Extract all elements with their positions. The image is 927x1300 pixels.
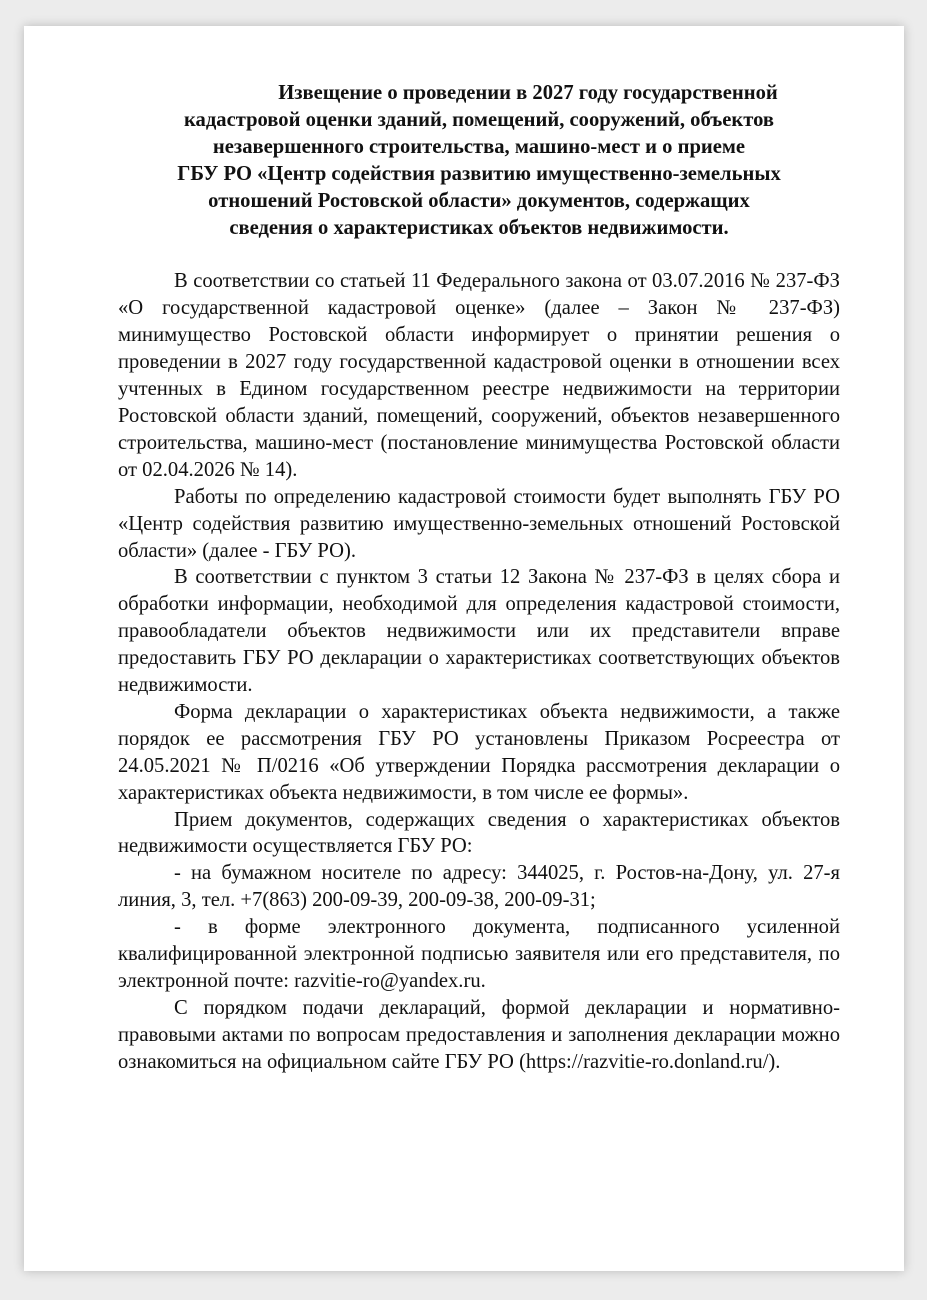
title-line: ГБУ РО «Центр содействия развитию имущественно-земельных bbox=[177, 162, 781, 185]
paragraph-acceptance-intro: Прием документов, содержащих сведения о характеристиках объектов недвижимости осуществляется ГБУ РО: bbox=[118, 808, 840, 858]
title-line: сведения о характеристиках объектов недвижимости. bbox=[229, 216, 729, 239]
paragraph-official-site: С порядком подачи деклараций, формой декларации и нормативно-правовыми актами по вопросам предоставления и заполнения декларации можно ознакомиться на официальном сайте ГБУ РО (https://razvitie-ro.donland.ru/). bbox=[118, 996, 840, 1073]
title-line: кадастровой оценки зданий, помещений, сооружений, объектов bbox=[184, 108, 774, 131]
paragraph-legal-basis: В соответствии со статьей 11 Федерального закона от 03.07.2016 № 237-ФЗ «О государственной кадастровой оценке» (далее – Закон № 237-ФЗ) минимущество Ростовской области информирует о принятии решения о проведении в 2027 году государственной кадастровой оценки в отношении всех учтенных в Едином государственном реестре недвижимости на территории Ростовской области зданий, помещений, сооружений, объектов незавершенного строительства, машино-мест (постановление минимущества Ростовской области от 02.04.2026 № 14). bbox=[118, 270, 840, 481]
title-line: незавершенного строительства, машино-мест и о приеме bbox=[212, 135, 746, 158]
paragraph-electronic-submission: - в форме электронного документа, подписанного усиленной квалифицированной электронной подписью заявителя или его представителя, по электронной почте: razvitie-ro@yandex.ru. bbox=[118, 916, 840, 992]
paragraph-declaration-form: Форма декларации о характеристиках объекта недвижимости, а также порядок ее рассмотрения ГБУ РО установлены Приказом Росреестра от 24.05.2021 № П/0216 «Об утверждении Порядка рассмотрения декларации о характеристиках объекта недвижимости, в том числе ее формы». bbox=[118, 700, 840, 804]
document-content bbox=[118, 80, 840, 1076]
title-line: отношений Ростовской области» документов, содержащих bbox=[208, 189, 750, 212]
document-page bbox=[24, 26, 904, 1271]
title-line: Извещение о проведении в 2027 году государственной bbox=[278, 82, 778, 104]
paragraph-executor: Работы по определению кадастровой стоимости будет выполнять ГБУ РО «Центр содействия развитию имущественно-земельных отношений Ростовской области» (далее - ГБУ РО). bbox=[118, 485, 840, 562]
notice-title bbox=[118, 80, 840, 241]
paragraph-declaration-right: В соответствии с пунктом 3 статьи 12 Закона № 237-ФЗ в целях сбора и обработки информации, необходимой для определения кадастровой стоимости, правообладатели объектов недвижимости или их представители вправе предоставить ГБУ РО декларации о характеристиках соответствующих объектов недвижимости. bbox=[118, 566, 840, 697]
paragraph-paper-submission: - на бумажном носителе по адресу: 344025, г. Ростов-на-Дону, ул. 27-я линия, 3, тел. +7(863) 200-09-39, 200-09-38, 200-09-31; bbox=[118, 862, 840, 912]
